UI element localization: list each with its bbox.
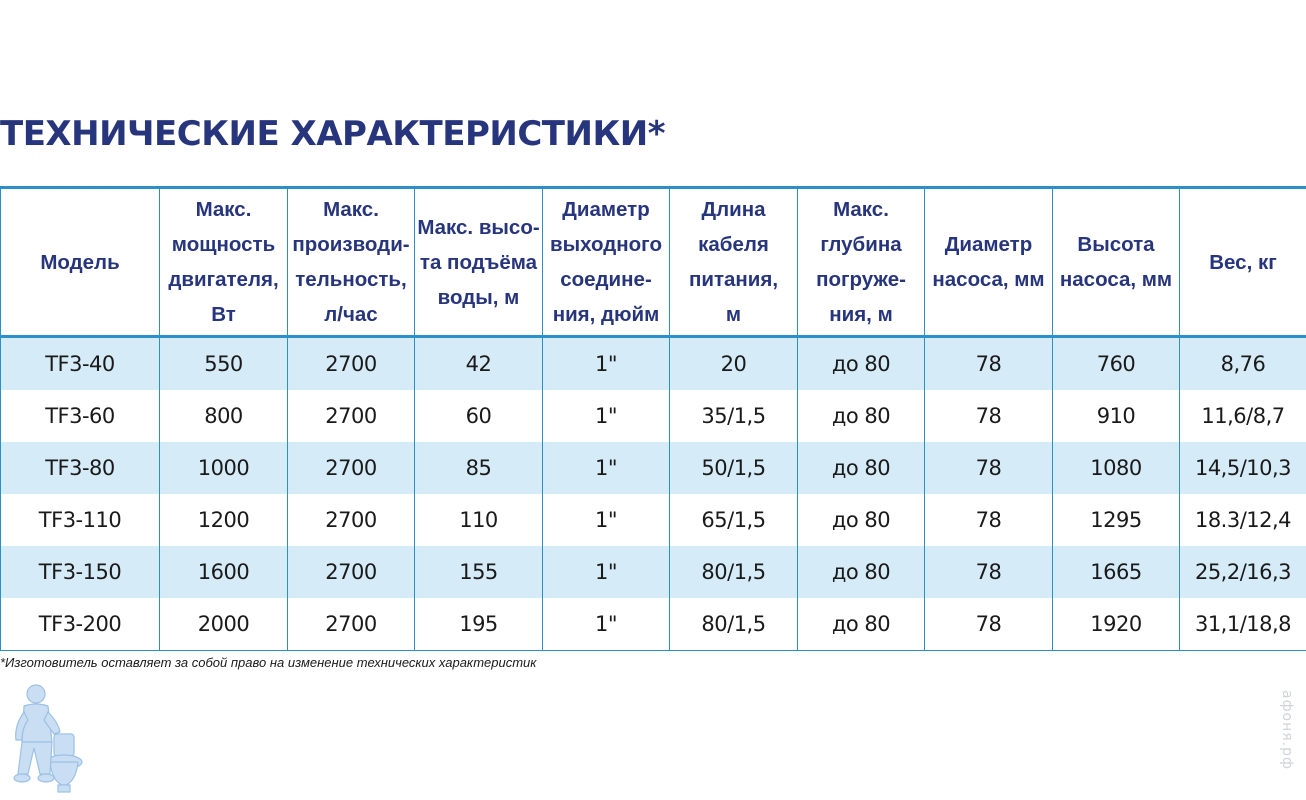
column-header-line: питания,: [688, 268, 779, 291]
table-cell: 78: [925, 494, 1053, 546]
footnote: *Изготовитель оставляет за собой право на изменение технических характеристик: [0, 655, 537, 670]
table-cell: 1": [543, 494, 670, 546]
column-header-line: тельность,: [295, 268, 407, 291]
column-header-line: Макс.: [323, 198, 379, 221]
table-cell: 1200: [160, 494, 288, 546]
column-header-line: глубина: [820, 233, 902, 256]
column-header: [670, 188, 798, 337]
table-row: [1, 494, 1306, 546]
column-header: [415, 188, 543, 337]
table-cell: 78: [925, 598, 1053, 651]
table-cell: 78: [925, 546, 1053, 598]
column-header-line: мощность: [171, 233, 276, 256]
table-cell: 2000: [160, 598, 288, 651]
table-cell: 910: [1053, 390, 1180, 442]
model-cell: TF3-60: [1, 390, 160, 442]
column-header: [1053, 188, 1180, 337]
table-cell: 78: [925, 390, 1053, 442]
table-cell: 11,6/8,7: [1180, 390, 1306, 442]
column-header-line: погруже-: [816, 268, 906, 291]
table-cell: до 80: [798, 546, 925, 598]
model-cell: TF3-40: [1, 337, 160, 391]
table-cell: до 80: [798, 598, 925, 651]
table-cell: 2700: [288, 598, 415, 651]
column-header-line: л/час: [324, 303, 378, 326]
model-cell: TF3-200: [1, 598, 160, 651]
table-cell: 65/1,5: [670, 494, 798, 546]
column-header: [543, 188, 670, 337]
table-cell: 1000: [160, 442, 288, 494]
table-cell: 18.3/12,4: [1180, 494, 1306, 546]
table-cell: 1920: [1053, 598, 1180, 651]
table-cell: 80/1,5: [670, 598, 798, 651]
table-cell: 8,76: [1180, 337, 1306, 391]
column-header-line: Диаметр: [562, 198, 650, 221]
column-header-line: насоса, мм: [932, 268, 1045, 291]
table-cell: 20: [670, 337, 798, 391]
table-cell: 78: [925, 442, 1053, 494]
column-header: [798, 188, 925, 337]
table-cell: 1665: [1053, 546, 1180, 598]
table-row: [1, 442, 1306, 494]
column-header-line: двигателя,: [168, 268, 279, 291]
column-header-line: Макс. высо-: [417, 215, 540, 239]
table-cell: 2700: [288, 494, 415, 546]
column-header-line: Высота: [1077, 233, 1155, 256]
table-cell: 195: [415, 598, 543, 651]
column-header: [288, 188, 415, 337]
table-cell: 2700: [288, 337, 415, 391]
table-row: [1, 337, 1306, 391]
table-cell: 50/1,5: [670, 442, 798, 494]
table-cell: 31,1/18,8: [1180, 598, 1306, 651]
column-header-line: ния, м: [829, 303, 893, 326]
table-cell: 2700: [288, 546, 415, 598]
model-cell: TF3-80: [1, 442, 160, 494]
column-header: [160, 188, 288, 337]
column-header-line: м: [725, 303, 742, 326]
column-header-line: воды, м: [437, 285, 520, 309]
column-header-line: Вес, кг: [1209, 250, 1277, 274]
column-header-line: Макс.: [195, 198, 252, 221]
plumber-mascot-icon: [6, 682, 94, 794]
table-cell: 1": [543, 390, 670, 442]
table-body: [1, 337, 1306, 651]
column-header-line: Модель: [40, 250, 120, 274]
table-cell: 42: [415, 337, 543, 391]
table-cell: 1": [543, 337, 670, 391]
table-cell: 1": [543, 546, 670, 598]
table-row: [1, 546, 1306, 598]
column-header-line: ния, дюйм: [552, 303, 660, 326]
column-header-line: Длина: [701, 198, 766, 221]
table-cell: 760: [1053, 337, 1180, 391]
column-header-line: производи-: [292, 233, 410, 256]
page-title: ТЕХНИЧЕСКИЕ ХАРАКТЕРИСТИКИ*: [0, 114, 665, 154]
table-cell: 550: [160, 337, 288, 391]
column-header: [1, 188, 160, 337]
table-cell: 155: [415, 546, 543, 598]
table-cell: 1295: [1053, 494, 1180, 546]
table-row: [1, 390, 1306, 442]
watermark: [1273, 690, 1299, 790]
table-cell: 80/1,5: [670, 546, 798, 598]
watermark-text: афоня.рф: [1279, 690, 1295, 770]
table-cell: 1": [543, 598, 670, 651]
column-header-line: выходного: [550, 233, 662, 256]
column-header-line: Макс.: [833, 198, 889, 221]
table-cell: 2700: [288, 390, 415, 442]
table-cell: 14,5/10,3: [1180, 442, 1306, 494]
table-cell: 85: [415, 442, 543, 494]
table-cell: 1600: [160, 546, 288, 598]
table-row: [1, 598, 1306, 651]
table-cell: 1": [543, 442, 670, 494]
table-cell: 25,2/16,3: [1180, 546, 1306, 598]
model-cell: TF3-150: [1, 546, 160, 598]
table-cell: до 80: [798, 494, 925, 546]
table-cell: 1080: [1053, 442, 1180, 494]
column-header-line: Вт: [211, 303, 236, 326]
table-cell: 800: [160, 390, 288, 442]
table-cell: 60: [415, 390, 543, 442]
column-header-line: Диаметр: [944, 233, 1033, 256]
column-header: [925, 188, 1053, 337]
table-cell: 110: [415, 494, 543, 546]
column-header-line: кабеля: [698, 233, 769, 256]
table-cell: 2700: [288, 442, 415, 494]
table-cell: до 80: [798, 442, 925, 494]
specs-table: [0, 186, 1306, 651]
column-header-line: та подъёма: [419, 250, 538, 274]
table-cell: 35/1,5: [670, 390, 798, 442]
table-cell: до 80: [798, 390, 925, 442]
table-cell: 78: [925, 337, 1053, 391]
column-header-line: насоса, мм: [1059, 268, 1173, 291]
column-header-line: соедине-: [560, 268, 652, 291]
column-header: [1180, 188, 1306, 337]
model-cell: TF3-110: [1, 494, 160, 546]
table-header-row: [1, 188, 1306, 337]
table-cell: до 80: [798, 337, 925, 391]
